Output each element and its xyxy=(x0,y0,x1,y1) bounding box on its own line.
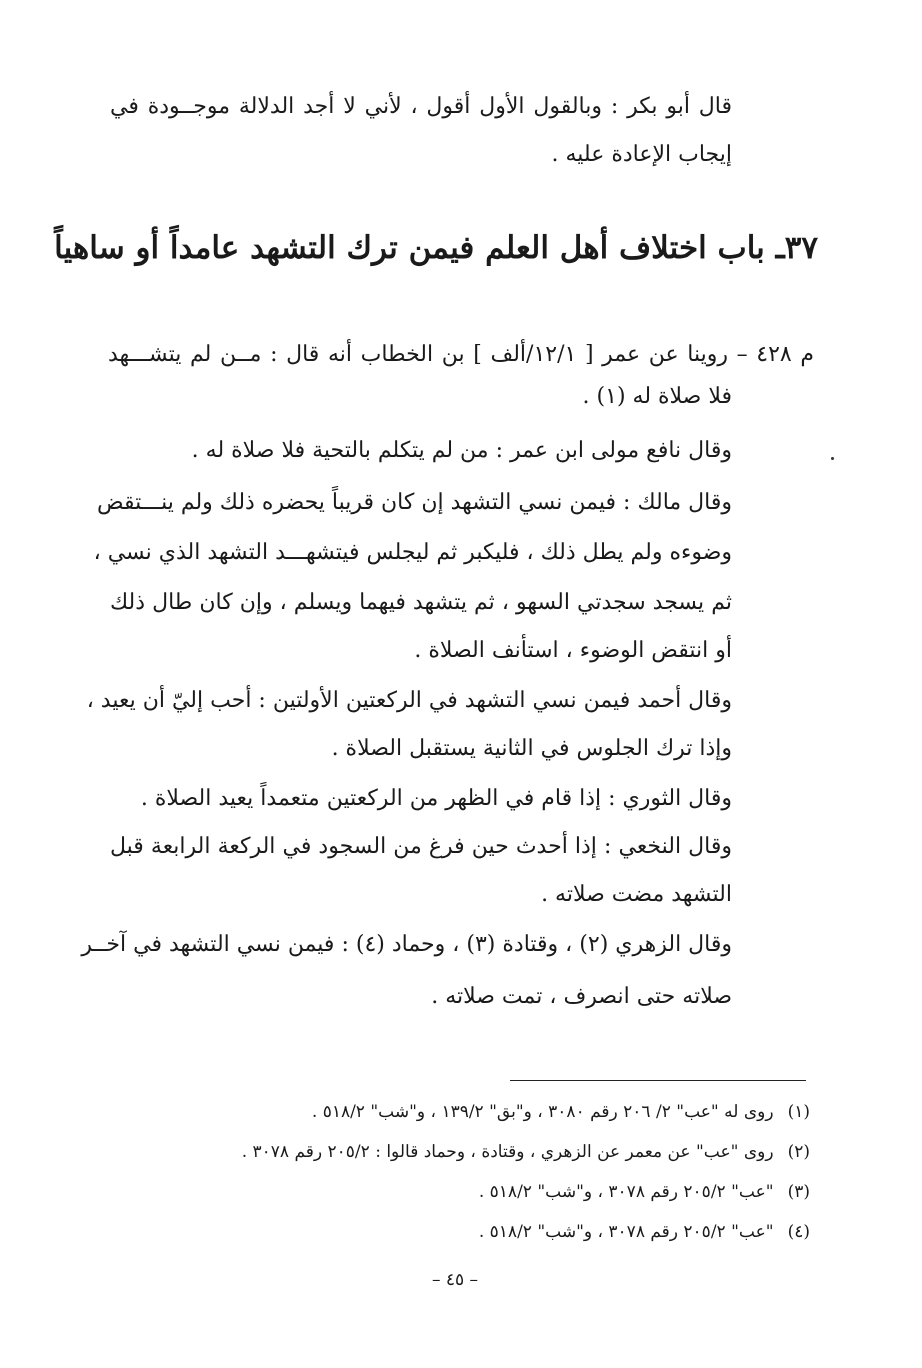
body-line-14: صلاته حتى انصرف ، تمت صلاته . xyxy=(431,984,732,1009)
body-line-3: وقال نافع مولى ابن عمر : من لم يتكلم بالتحية فلا صلاة له . xyxy=(191,438,732,463)
footnote-1-text: روى له "عب" ٢/ ٢٠٦ رقم ٣٠٨٠ ، و"بق" ١٣٩/٢ ، و"شب" ٥١٨/٢ . xyxy=(311,1102,774,1122)
footnote-3-text: "عب" ٢٠٥/٢ رقم ٣٠٧٨ ، و"شب" ٥١٨/٢ . xyxy=(478,1182,774,1202)
footnote-2-text: روى "عب" عن معمر عن الزهري ، وقتادة ، وحماد قالوا : ٢٠٥/٢ رقم ٣٠٧٨ . xyxy=(241,1142,774,1162)
intro-line-2: إيجاب الإعادة عليه . xyxy=(551,142,732,167)
footnote-1 xyxy=(110,1100,810,1124)
body-line-1: م ٤٢٨ – روينا عن عمر [ ١٢/١/ألف ] بن الخطاب أنه قال : مــن لم يتشـــهد xyxy=(108,342,814,367)
margin-dot xyxy=(831,457,834,460)
footnote-2 xyxy=(110,1140,810,1164)
body-line-6: ثم يسجد سجدتي السهو ، ثم يتشهد فيهما ويسلم ، وإن كان طال ذلك xyxy=(110,590,732,615)
body-line-8: وقال أحمد فيمن نسي التشهد في الركعتين الأولتين : أحب إليّ أن يعيد ، xyxy=(86,688,732,713)
body-line-10: وقال الثوري : إذا قام في الظهر من الركعتين متعمداً يعيد الصلاة . xyxy=(140,786,732,811)
footnote-4-text: "عب" ٢٠٥/٢ رقم ٣٠٧٨ ، و"شب" ٥١٨/٢ . xyxy=(478,1222,774,1242)
body-line-2: فلا صلاة له (١) . xyxy=(582,384,732,409)
footnote-3-number: (٣) xyxy=(787,1182,810,1202)
footnote-4-number: (٤) xyxy=(787,1222,810,1242)
body-line-7: أو انتقض الوضوء ، استأنف الصلاة . xyxy=(414,638,732,663)
body-line-12: التشهد مضت صلاته . xyxy=(541,882,732,907)
footnote-separator xyxy=(510,1080,806,1081)
intro-line-1-text: قال أبو بكر : وبالقول الأول أقول ، لأني لا أجد الدلالة موجــودة في xyxy=(110,94,732,119)
footnote-2-number: (٢) xyxy=(787,1142,810,1162)
body-line-11: وقال النخعي : إذا أحدث حين فرغ من السجود في الركعة الرابعة قبل xyxy=(110,834,732,859)
footnote-4 xyxy=(110,1220,810,1244)
body-line-13: وقال الزهري (٢) ، وقتادة (٣) ، وحماد (٤) : فيمن نسي التشهد في آخــر xyxy=(81,932,732,957)
footnote-1-number: (١) xyxy=(787,1102,810,1122)
page-number: – ٤٥ – xyxy=(431,1270,479,1290)
intro-line-1 xyxy=(110,92,732,122)
body-line-4: وقال مالك : فيمن نسي التشهد إن كان قريباً يحضره ذلك ولم ينـــتقض xyxy=(97,490,732,515)
chapter-heading: ٣٧ـ باب اختلاف أهل العلم فيمن ترك التشهد عامداً أو ساهياً xyxy=(54,230,818,266)
body-line-5: وضوءه ولم يطل ذلك ، فليكبر ثم ليجلس فيتشهـــد التشهد الذي نسي ، xyxy=(93,540,732,565)
body-line-9: وإذا ترك الجلوس في الثانية يستقبل الصلاة . xyxy=(331,736,732,761)
footnote-3 xyxy=(110,1180,810,1204)
